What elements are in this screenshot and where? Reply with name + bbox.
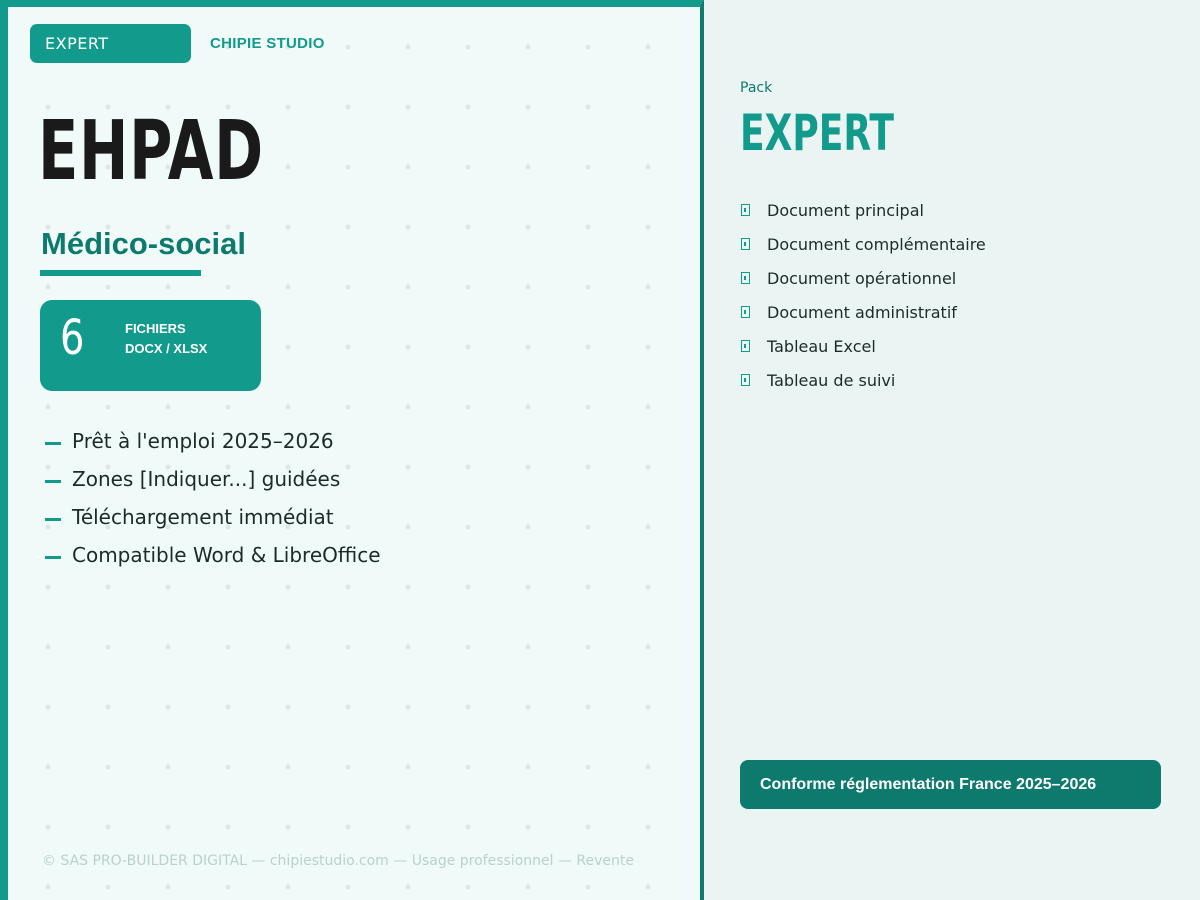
feature-item xyxy=(40,460,381,498)
dash-icon xyxy=(45,556,61,559)
document-label: Document opérationnel xyxy=(767,268,957,288)
document-label: Document principal xyxy=(767,200,924,220)
document-label: Document complémentaire xyxy=(767,234,986,254)
file-count-box xyxy=(40,300,261,391)
document-icon xyxy=(741,340,750,352)
feature-text: Compatible Word & LibreOffice xyxy=(72,543,381,567)
dash-icon xyxy=(45,480,61,483)
dash-icon xyxy=(45,518,61,521)
document-item xyxy=(740,363,986,397)
page-subtitle: Médico-social xyxy=(41,226,246,261)
feature-item xyxy=(40,422,381,460)
feature-text: Prêt à l'emploi 2025–2026 xyxy=(72,429,334,453)
document-label: Tableau de suivi xyxy=(767,370,896,390)
document-icon xyxy=(741,306,750,318)
document-item xyxy=(740,295,986,329)
feature-text: Zones [Indiquer...] guidées xyxy=(72,467,341,491)
document-label: Tableau Excel xyxy=(767,336,876,356)
document-item xyxy=(740,329,986,363)
file-count-label: FICHIERS xyxy=(125,321,186,336)
copyright-footer: © SAS PRO-BUILDER DIGITAL — chipiestudio.com — Usage professionnel — Revente xyxy=(42,853,634,869)
document-icon xyxy=(741,272,750,284)
file-formats: DOCX / XLSX xyxy=(125,341,208,356)
pack-label: Pack xyxy=(740,80,773,96)
feature-list xyxy=(40,422,381,574)
compliance-banner: Conforme réglementation France 2025–2026 xyxy=(740,760,1161,809)
brand-name: CHIPIE STUDIO xyxy=(210,35,325,52)
title-underline xyxy=(40,270,201,276)
document-list xyxy=(740,193,986,397)
file-count: 6 xyxy=(60,310,85,366)
pack-panel xyxy=(704,0,1200,900)
document-icon xyxy=(741,374,750,386)
document-icon xyxy=(741,238,750,250)
document-item xyxy=(740,261,986,295)
dash-icon xyxy=(45,442,61,445)
tier-badge: EXPERT xyxy=(30,24,191,63)
document-icon xyxy=(741,204,750,216)
feature-text: Téléchargement immédiat xyxy=(72,505,334,529)
document-item xyxy=(740,193,986,227)
document-label: Document administratif xyxy=(767,302,957,322)
document-item xyxy=(740,227,986,261)
feature-item xyxy=(40,498,381,536)
pack-title: EXPERT xyxy=(740,104,894,162)
feature-item xyxy=(40,536,381,574)
page-title: EHPAD xyxy=(38,104,264,199)
